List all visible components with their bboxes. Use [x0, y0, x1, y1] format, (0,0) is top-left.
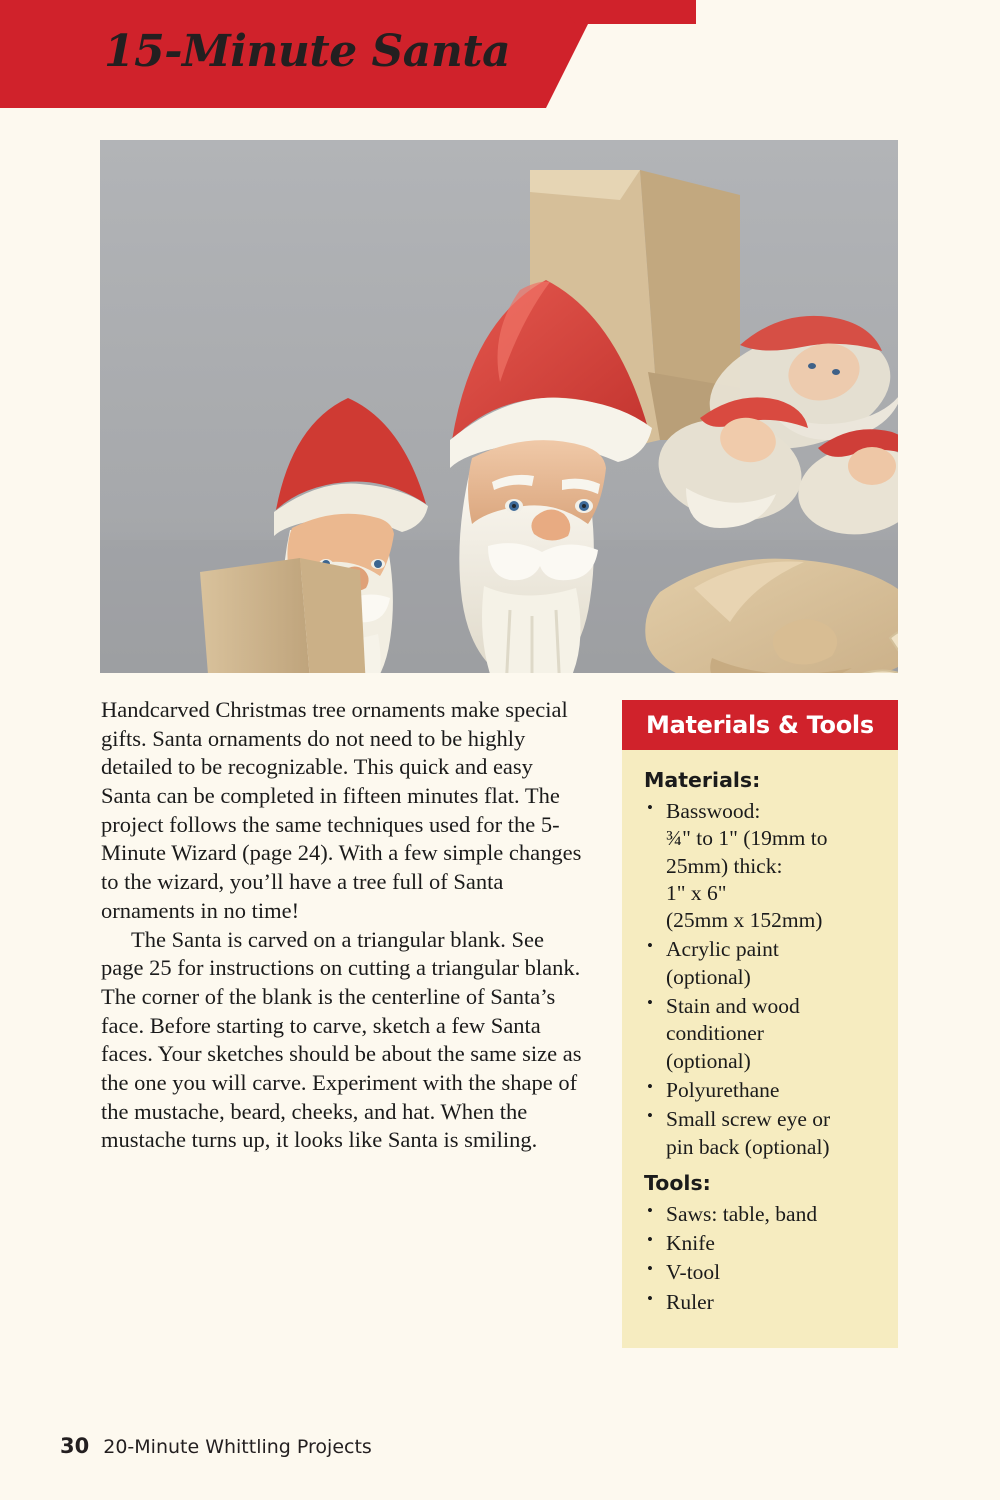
- sidebar-body: [622, 750, 898, 1348]
- list-item-line: • Basswood:: [666, 799, 761, 823]
- list-item-line: • Stain and wood: [666, 994, 800, 1019]
- list-item-line: • Ruler: [666, 1289, 714, 1314]
- list-item-line: (25mm x 152mm): [666, 908, 823, 933]
- body-text: [101, 696, 583, 1155]
- list-item: [644, 1077, 882, 1104]
- body-paragraph-1: Handcarved Christmas tree ornaments make special gifts. Santa ornaments do not need to be highly detailed to be recognizable. This quick and easy Santa can be completed in fifteen minutes flat. The project follows the same techniques used for the 5-Minute Wizard (page 24). With a few simple changes to the wizard, you’ll have a tree full of Santa ornaments in no time!: [101, 697, 582, 923]
- list-item-line: conditioner: [666, 1021, 764, 1046]
- footer-book-title: 20-Minute Whittling Projects: [103, 1436, 372, 1458]
- footer-page-number: 30: [60, 1434, 90, 1458]
- list-item-line: • Small screw eye or: [666, 1107, 831, 1132]
- list-item: [644, 1289, 882, 1316]
- materials-heading: Materials:: [644, 768, 761, 792]
- sidebar-header: [622, 700, 898, 750]
- list-item-line: • Polyurethane: [666, 1077, 780, 1102]
- tools-heading: Tools:: [644, 1170, 711, 1195]
- header-banner-accent: [556, 0, 696, 24]
- sidebar-title: Materials & Tools: [646, 711, 874, 739]
- list-item-line: • Knife: [666, 1231, 715, 1256]
- list-item-line: ¾" to 1" (19mm to: [666, 826, 828, 851]
- materials-list: [644, 798, 882, 1161]
- tools-list: [644, 1201, 882, 1316]
- list-item: [644, 798, 882, 934]
- page-title: 15-Minute Santa: [104, 26, 511, 77]
- page-footer: [60, 1434, 372, 1458]
- list-item-line: • V-tool: [666, 1260, 721, 1285]
- list-item: [644, 1201, 882, 1228]
- list-item: [644, 1230, 882, 1257]
- list-item: [644, 1106, 882, 1161]
- list-item-line: 1" x 6": [666, 880, 727, 905]
- project-photo-illustration: [100, 140, 898, 673]
- list-item: [644, 993, 882, 1075]
- body-paragraph-2: The Santa is carved on a triangular blank. See page 25 for instructions on cutting a triangular blank. The corner of the blank is the centerline of Santa’s face. Before starting to carve, sketch a few Santa faces. Your sketches should be about the same size as the one you will carve. Experiment with the shape of the mustache, beard, cheeks, and hat. When the mustache turns up, it looks like Santa is smiling.: [101, 926, 582, 1153]
- materials-tools-sidebar: [622, 700, 898, 1348]
- list-item-line: (optional): [666, 1048, 751, 1073]
- list-item: [644, 1259, 882, 1286]
- list-item-line: • Saws: table, band: [666, 1201, 818, 1226]
- list-item-line: (optional): [666, 964, 751, 989]
- list-item-line: • Acrylic paint: [666, 937, 779, 962]
- list-item-line: 25mm) thick:: [666, 853, 783, 878]
- list-item: [644, 936, 882, 991]
- project-photo: [100, 140, 898, 673]
- list-item-line: pin back (optional): [666, 1134, 830, 1159]
